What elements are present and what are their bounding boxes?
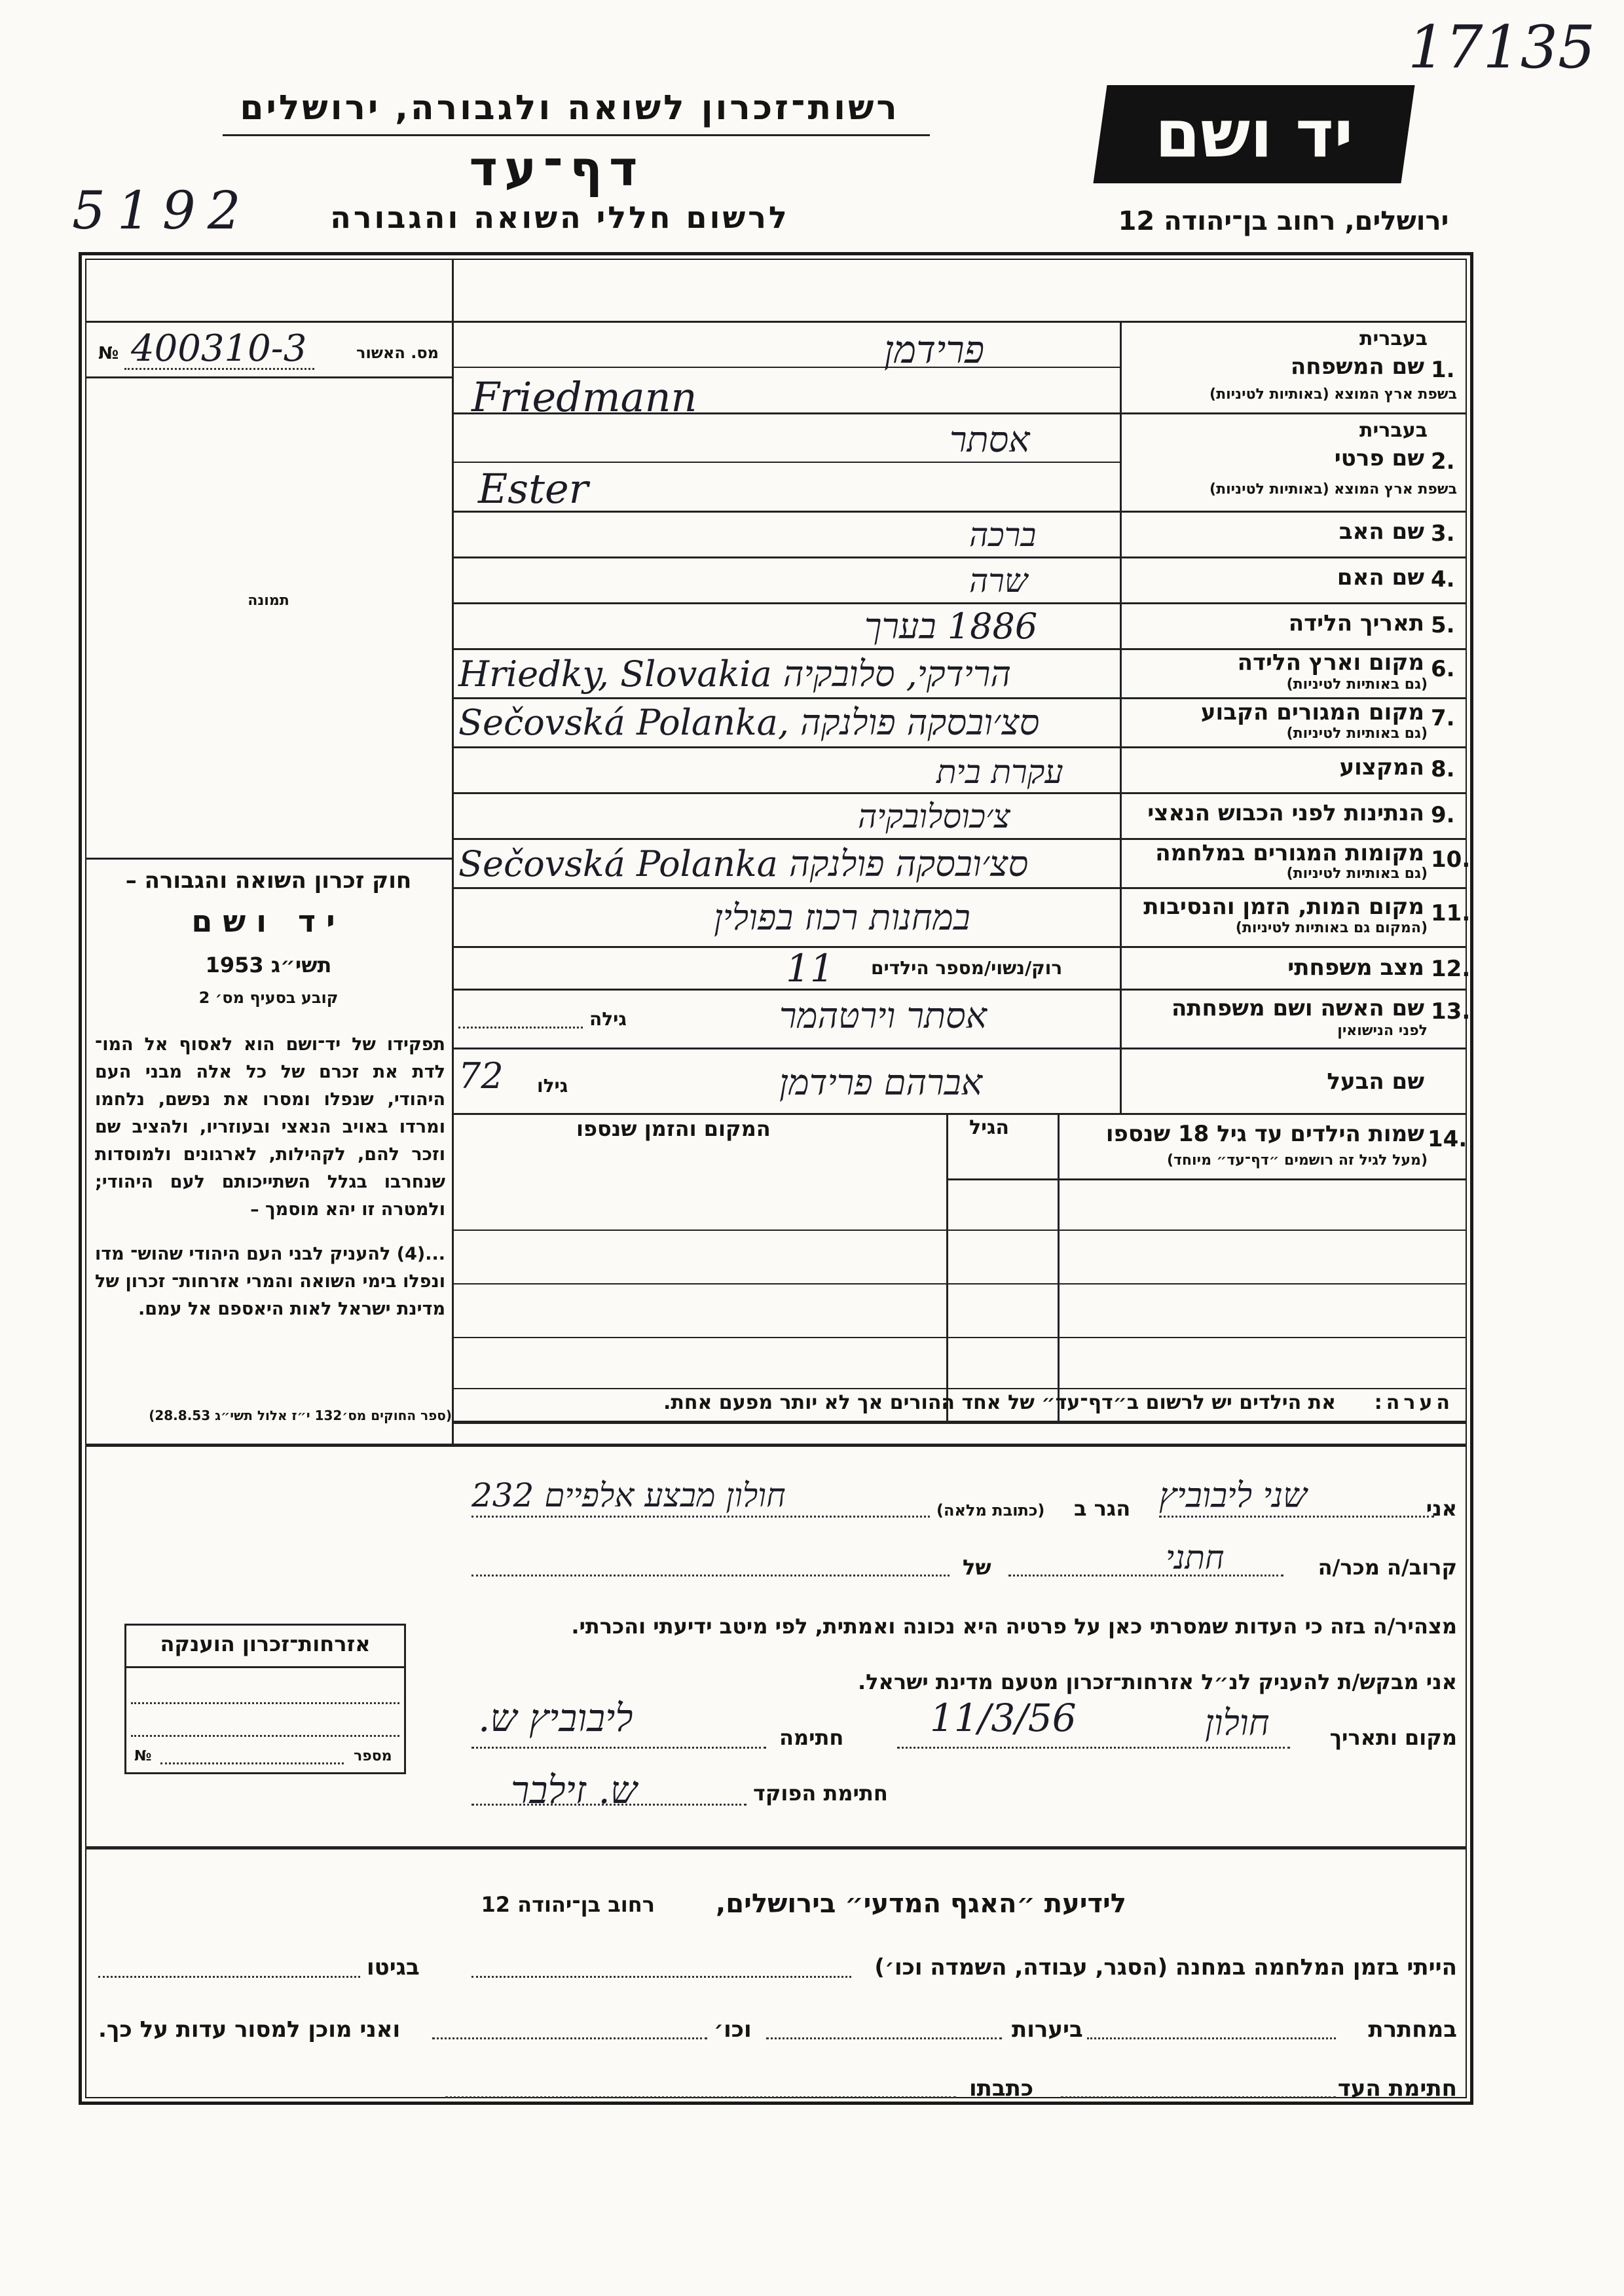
footer-line1-b: בגיטו — [367, 1954, 420, 1980]
date-value: 11/3/56 — [930, 1696, 1077, 1740]
field10-number: 10. — [1431, 847, 1471, 873]
field1-sub: בשפת ארץ המוצא (באותיות לטיניות) — [1209, 386, 1457, 403]
field6-value: Hriedky, Slovakia הרידקי, סלובקיה — [458, 653, 1012, 695]
field13-label: שם האשה ושם משפחתה — [1171, 995, 1424, 1021]
citizenship-box-number-suffix: № — [134, 1748, 152, 1764]
declaration-relative: חתני — [1166, 1539, 1225, 1576]
note-label: הערה: — [1374, 1391, 1454, 1414]
row-line-2 — [452, 511, 1467, 513]
field3-label: שם האב — [1338, 519, 1424, 545]
children-col-age: הגיל — [969, 1116, 1009, 1139]
field4-value: שרה — [969, 562, 1028, 600]
declaration-relative-label: קרוב/ה מכר/ה — [1318, 1555, 1457, 1580]
children-row-4 — [452, 1388, 1467, 1389]
photo-area — [92, 386, 445, 858]
footer-line1-dots-b — [98, 1976, 360, 1978]
children-row-3 — [452, 1337, 1467, 1338]
declaration-name-line — [1159, 1516, 1434, 1518]
sidebar-divider-top — [452, 259, 454, 321]
field1-hebrew-value: פרידמן — [884, 327, 985, 372]
note-bottom-line — [85, 1444, 1467, 1447]
husband-age-label: גילו — [537, 1075, 568, 1097]
field11-label: מקום המות, הזמן והנסיבות — [1143, 894, 1424, 920]
field13-sub: לפני הנישואין — [1337, 1023, 1428, 1039]
husband-label: שם הבעל — [1327, 1068, 1424, 1095]
citizenship-box-number-line — [160, 1762, 344, 1764]
footer-line2-d: ואני מוכן למסור עדות על כך. — [98, 2016, 401, 2043]
place-date-label: מקום ותאריך — [1329, 1725, 1457, 1750]
field7-label: מקום המגורים הקבוע — [1200, 699, 1424, 725]
footer-line1-dots-a — [471, 1976, 851, 1978]
field9-label: הנתינות לפני הכבוש הנאצי — [1147, 800, 1424, 826]
field11-number: 11. — [1431, 900, 1471, 926]
field5-label: תאריך הלידה — [1288, 610, 1424, 636]
field12-label: מצב משפחתי — [1287, 955, 1424, 981]
field12-value: 11 — [786, 946, 834, 991]
field1-hebrew-tag: בעברית — [1359, 327, 1428, 350]
signature-line — [471, 1747, 766, 1749]
declaration-resides-label: הגר ב — [1074, 1496, 1131, 1521]
declaration-of-label: של — [963, 1555, 991, 1580]
footer-line1-a: הייתי בזמן המלחמה במחנה (הסגר, עבודה, השמדה וכו׳) — [874, 1954, 1457, 1980]
field2-number: 2. — [1431, 448, 1455, 475]
field2-label: שם פרטי — [1334, 445, 1424, 471]
field7-value: Sečovská Polanka, סצ׳ובסקה פולנקה — [458, 702, 1040, 743]
field13-value: אסתר וירטהמר — [779, 995, 987, 1036]
row-line-3 — [452, 556, 1467, 558]
footer-line3-dots-a — [1061, 2096, 1336, 2098]
sidebar-divider — [452, 321, 454, 1444]
field6-number: 6. — [1431, 656, 1455, 682]
field5-value: 1886 בערך — [864, 606, 1038, 647]
declaration-request: אני מבקש/ת להעניק לנ״ל אזרחות־זכרון מטעם מדינת ישראל. — [858, 1669, 1457, 1694]
field8-label: המקצוע — [1339, 754, 1424, 780]
children-sub: (מעל לגיל זה רושמים ״דף־עד״ מיוחד) — [1166, 1152, 1428, 1169]
page-title: דף־עד — [469, 141, 644, 197]
certificate-number-line — [124, 368, 314, 370]
authority-underline — [223, 134, 930, 136]
footer-line3-dots-b — [445, 2096, 956, 2098]
field11-value: במחנות רכוז בפולין — [714, 897, 970, 938]
field12-options: רוק/נשוי/מספר הילדים — [871, 957, 1063, 979]
children-row-2 — [452, 1283, 1467, 1285]
children-col-divider-2 — [946, 1113, 948, 1421]
field7-number: 7. — [1431, 705, 1455, 731]
photo-bottom-line — [85, 858, 452, 860]
row-line-4 — [452, 602, 1467, 604]
field2-sub: בשפת ארץ המוצא (באותיות לטיניות) — [1209, 481, 1457, 498]
field8-number: 8. — [1431, 756, 1455, 782]
certificate-number-suffix: № — [98, 344, 119, 363]
label-column-divider — [1120, 321, 1122, 1113]
field6-label: מקום וארץ הלידה — [1237, 649, 1424, 676]
field13-number: 13. — [1431, 998, 1471, 1025]
row-line-1 — [1120, 412, 1467, 414]
declaration-address-line — [471, 1516, 930, 1518]
declaration-name: שני ליבוביץ — [1159, 1476, 1308, 1516]
header-address: ירושלים, רחוב בן־יהודה 12 — [1118, 206, 1449, 236]
row-line-14 — [452, 1113, 1467, 1115]
field10-label: מקומות המגורים במלחמה — [1155, 840, 1424, 866]
footer-line2-dots-c — [432, 2037, 707, 2039]
field6-sub: (גם באותיות לטיניות) — [1286, 676, 1428, 693]
footer-top-line — [85, 1846, 1467, 1850]
citizenship-box-line-2 — [131, 1702, 399, 1704]
footer-line2-dots-b — [766, 2037, 1002, 2039]
signature-value: ליבוביץ ש. — [478, 1696, 633, 1740]
law-reference: (ספר החוקים מס׳132 י״ז אלול תשי״ג 28.8.53) — [149, 1408, 452, 1423]
field10-sub: (גם באותיות לטיניות) — [1286, 866, 1428, 882]
law-title: חוק זכרון השואה והגבורה – — [125, 867, 412, 894]
certificate-label: מס. האשור — [356, 344, 439, 362]
footer-address: רחוב בן־יהודה 12 — [481, 1892, 655, 1917]
declaration-relative-line — [1008, 1575, 1283, 1576]
field10-value: Sečovská Polanka סצ׳ובסקה פולנקה — [458, 843, 1029, 884]
note-text: את הילדים יש לרשום ב״דף־עד״ של אחד ההורים אך לא יותר מפעם אחת. — [663, 1391, 1336, 1414]
husband-value: אברהם פרידמן — [779, 1062, 983, 1103]
field13-age-line — [458, 1027, 583, 1029]
yad-vashem-logo — [1093, 85, 1414, 183]
footer-line2-a: במחתרת — [1368, 2016, 1457, 2043]
law-text-1: תפקידו של יד־ושם הוא לאסוף אל המו־ לדת את זכרם של כל אלה מבני העם היהודי, שנפלו ומסרו את נפשם, נלחמו ומרדו באויב הנאצי ובעוזריו, ולהציב שם וזכר להם, לקהילות, לארגונים ולמוסדות שנחרבו בגלל השתייכותם לעם היהודי; ולמטרה זו יהא מוסמך – — [95, 1034, 445, 1220]
field1-number: 1. — [1431, 357, 1455, 383]
field13-age-label: גילה — [589, 1008, 627, 1030]
footer-line2-dots-a — [1087, 2037, 1336, 2039]
row-line-10 — [452, 887, 1467, 889]
photo-label: תמונה — [248, 592, 289, 609]
logo-text: יד ושם — [1154, 96, 1354, 172]
citizenship-box-line-3 — [131, 1735, 399, 1737]
law-year: תשי״ג 1953 — [205, 953, 332, 977]
children-number: 14. — [1428, 1126, 1467, 1152]
row-line-11 — [452, 946, 1467, 948]
field9-value: צ׳כוסלובקיה — [858, 797, 1010, 835]
citizenship-box-number-label: מספר — [354, 1748, 392, 1764]
signature-label: חתימה — [779, 1725, 844, 1750]
field5-number: 5. — [1431, 612, 1455, 638]
children-title: שמות הילדים עד גיל 18 שנספו — [1105, 1121, 1424, 1147]
place-date-line — [897, 1747, 1290, 1749]
field1-label: שם המשפחה — [1290, 354, 1424, 380]
row-line-13 — [452, 1048, 1467, 1049]
row-line-7 — [452, 746, 1467, 748]
field1-latin-value: Friedmann — [471, 373, 697, 421]
row-line-12 — [452, 989, 1467, 991]
field2-mid-line — [452, 462, 1120, 463]
field2-hebrew-value: אסתר — [950, 419, 1030, 460]
field3-value: ברכה — [969, 516, 1037, 554]
field11-sub: (המקום גם באותיות לטיניות) — [1235, 920, 1428, 936]
authority-name: רשות־זכרון לשואה ולגבורה, ירושלים — [240, 88, 900, 128]
archive-number: 17135 — [1408, 13, 1596, 82]
children-header-line — [946, 1178, 1467, 1180]
footer-line3-b: כתבתו — [969, 2075, 1034, 2102]
footer-line2-b: ביערות — [1012, 2016, 1083, 2043]
children-col-divider-1 — [1058, 1113, 1060, 1421]
law-name: יד ושם — [191, 903, 346, 939]
citizenship-box-line-1 — [124, 1666, 406, 1668]
declaration-address-hint: (כתובת מלאה) — [936, 1501, 1045, 1520]
field1-mid-line — [452, 367, 1120, 368]
row-line-8 — [452, 792, 1467, 794]
field4-number: 4. — [1431, 566, 1455, 592]
law-section: קובע בסעיף מס׳ 2 — [198, 989, 339, 1007]
declaration-address: חולון מבצע אלפיים 232 — [471, 1476, 786, 1514]
page-subtitle: לרשום חללי השואה והגבורה — [330, 200, 790, 235]
handwritten-reference: 5192 — [72, 180, 253, 241]
children-row-1 — [452, 1230, 1467, 1231]
declaration-of-line — [471, 1575, 950, 1576]
place-value: חולון — [1205, 1702, 1270, 1743]
footer-line2-c: וכו׳ — [714, 2016, 752, 2043]
officer-line — [471, 1804, 747, 1806]
officer-value: ש. זילבר — [511, 1768, 637, 1812]
citizenship-box-title: אזרחות־זכרון הוענקה — [160, 1631, 371, 1656]
certificate-number: 400310-3 — [131, 327, 307, 370]
field2-hebrew-tag: בעברית — [1359, 419, 1428, 442]
certificate-row-line — [85, 376, 452, 378]
law-text-2: ...(4) להעניק לבני העם היהודי שהוש־ מדו ונפלו בימי השואה והמרי אזרחות־ זכרון של מדינת ישראל לאות היאספם אל עמם. — [95, 1244, 445, 1319]
children-col-place: המקום והזמן שנספו — [576, 1116, 771, 1141]
declaration-statement: מצהיר/ה בזה כי העדות שמסרתי כאן על פרטיה היא נכונה ואמתית, לפי מיטב ידיעתי והכרתי. — [571, 1614, 1457, 1639]
field12-number: 12. — [1431, 956, 1471, 982]
footer-title: לידיעת ״האגף המדעי״ בירושלים, — [716, 1889, 1126, 1919]
field9-number: 9. — [1431, 802, 1455, 828]
footer-line3-a: חתימת העד — [1337, 2075, 1457, 2102]
husband-age-value: 72 — [458, 1055, 504, 1097]
field7-sub: (גם באותיות לטיניות) — [1286, 725, 1428, 742]
declaration-ani-label: אני — [1426, 1496, 1457, 1521]
top-row-line — [85, 321, 1467, 323]
officer-label: חתימת הפוקד — [753, 1781, 888, 1806]
field2-latin-value: Ester — [478, 465, 589, 513]
field4-label: שם האם — [1337, 564, 1424, 591]
note-top-line — [452, 1421, 1467, 1424]
field3-number: 3. — [1431, 520, 1455, 547]
field8-value: עקרת בית — [936, 753, 1063, 791]
